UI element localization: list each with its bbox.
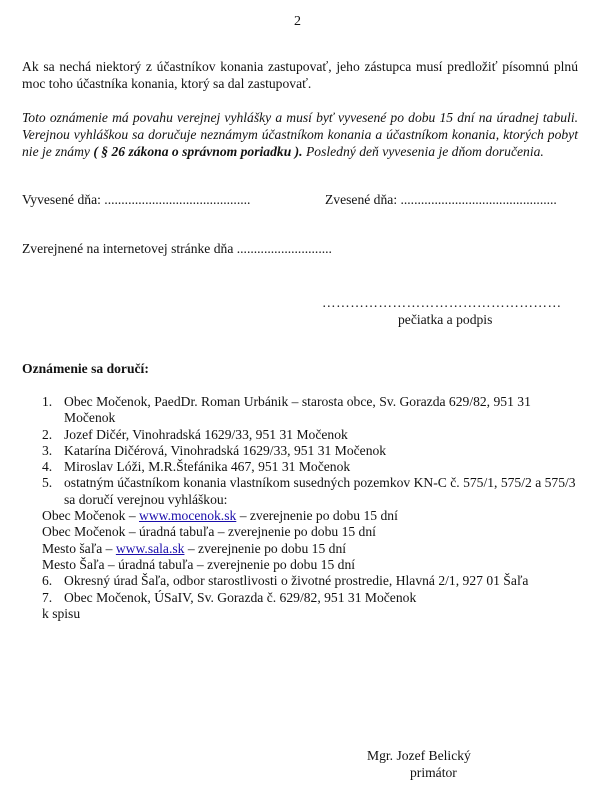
sub-item-text: Mesto šaľa – [42,540,116,556]
representation-paragraph: Ak sa nechá niektorý z účastníkov konania zastupovať, jeho zástupca musí predložiť písomnú plnú moc toho účastníka konania, ktorý sa dal zastupovať. [22,59,578,91]
list-number: 1. [42,394,53,409]
list-number: 6. [42,573,53,589]
list-text: Okresný úrad Šaľa, odbor starostlivosti o životné prostredie, Hlavná 2/1, 927 01 Šaľa [64,573,529,589]
list-item [22,459,582,475]
delivery-list [22,394,582,622]
notice-text-2: Posledný deň vyvesenia je dňom doručenia. [302,144,544,159]
file-note: k spisu [42,605,81,621]
list-item [22,394,582,427]
stamp-signature-label: pečiatka a podpis [398,312,493,327]
list-text: ostatným účastníkom konania vlastníkom susedných pozemkov KN-C č. 575/1, 575/2 a 575/3 sa doručí verejnou vyhláškou: [64,475,576,507]
list-text: Jozef Dičér, Vinohradská 1629/33, 951 31 Močenok [64,426,348,442]
sub-item-text: Mesto Šaľa – úradná tabuľa – zverejnenie po dobu 15 dní [42,556,356,572]
list-item [22,590,582,606]
list-item [22,475,582,508]
sub-item-text: – zverejnenie po dobu 15 dní [236,508,398,524]
signer-name: Mgr. Jozef Belický [367,748,471,763]
notice-text-1: Toto oznámenie má povahu verejnej vyhlášky a musí byť vyvesené po dobu 15 dní na úradnej tabuli. Verejnou vyhláškou sa doručuje neznámym účastníkom konania a účastníkom konania, ktorých pobyt nie je známy [22,110,578,159]
sub-item-text: – zverejnenie po dobu 15 dní [184,540,347,556]
page-number: 2 [294,14,301,29]
list-number: 4. [42,459,53,475]
list-item [22,443,582,459]
signer-title: primátor [410,765,457,780]
list-number: 3. [42,442,53,458]
list-item [22,427,582,443]
posted-date-field: Vyvesené dňa: ........................................... [22,192,251,207]
sub-item [42,508,582,524]
sub-item-text: Obec Močenok – úradná tabuľa – zverejnenie po dobu 15 dní [42,524,376,540]
delivery-heading: Oznámenie sa doručí: [22,361,149,376]
list-number: 7. [42,589,53,605]
list-text: Miroslav Lóži, M.R.Štefánika 467, 951 31 Močenok [64,459,351,475]
list-text: Katarína Dičérová, Vinohradská 1629/33, 951 31 Močenok [64,442,387,458]
sub-item [42,524,582,540]
public-notice-paragraph [22,109,578,160]
list-text: Obec Močenok, PaedDr. Roman Urbánik – starosta obce, Sv. Gorazda 629/82, 951 31 Močenok [64,394,531,426]
sub-item-text: Obec Močenok – [42,508,140,524]
web-published-date-field: Zverejnené na internetovej stránke dňa ............................ [22,241,332,256]
removed-date-field: Zvesené dňa: .............................................. [325,192,557,207]
list-number: 2. [42,426,53,442]
list-number: 5. [42,475,53,491]
list-item [22,573,582,589]
sala-website-link[interactable]: www.sala.sk [115,540,185,556]
mocenok-website-link[interactable]: www.mocenok.sk [139,508,237,524]
notice-law-reference: ( § 26 zákona o správnom poriadku ). [93,144,303,159]
sub-item [42,541,582,557]
sub-item [42,557,582,573]
list-text: Obec Močenok, ÚSaIV, Sv. Gorazda č. 629/82, 951 31 Močenok [64,589,417,605]
signature-line: …………………………………………… [322,295,562,310]
